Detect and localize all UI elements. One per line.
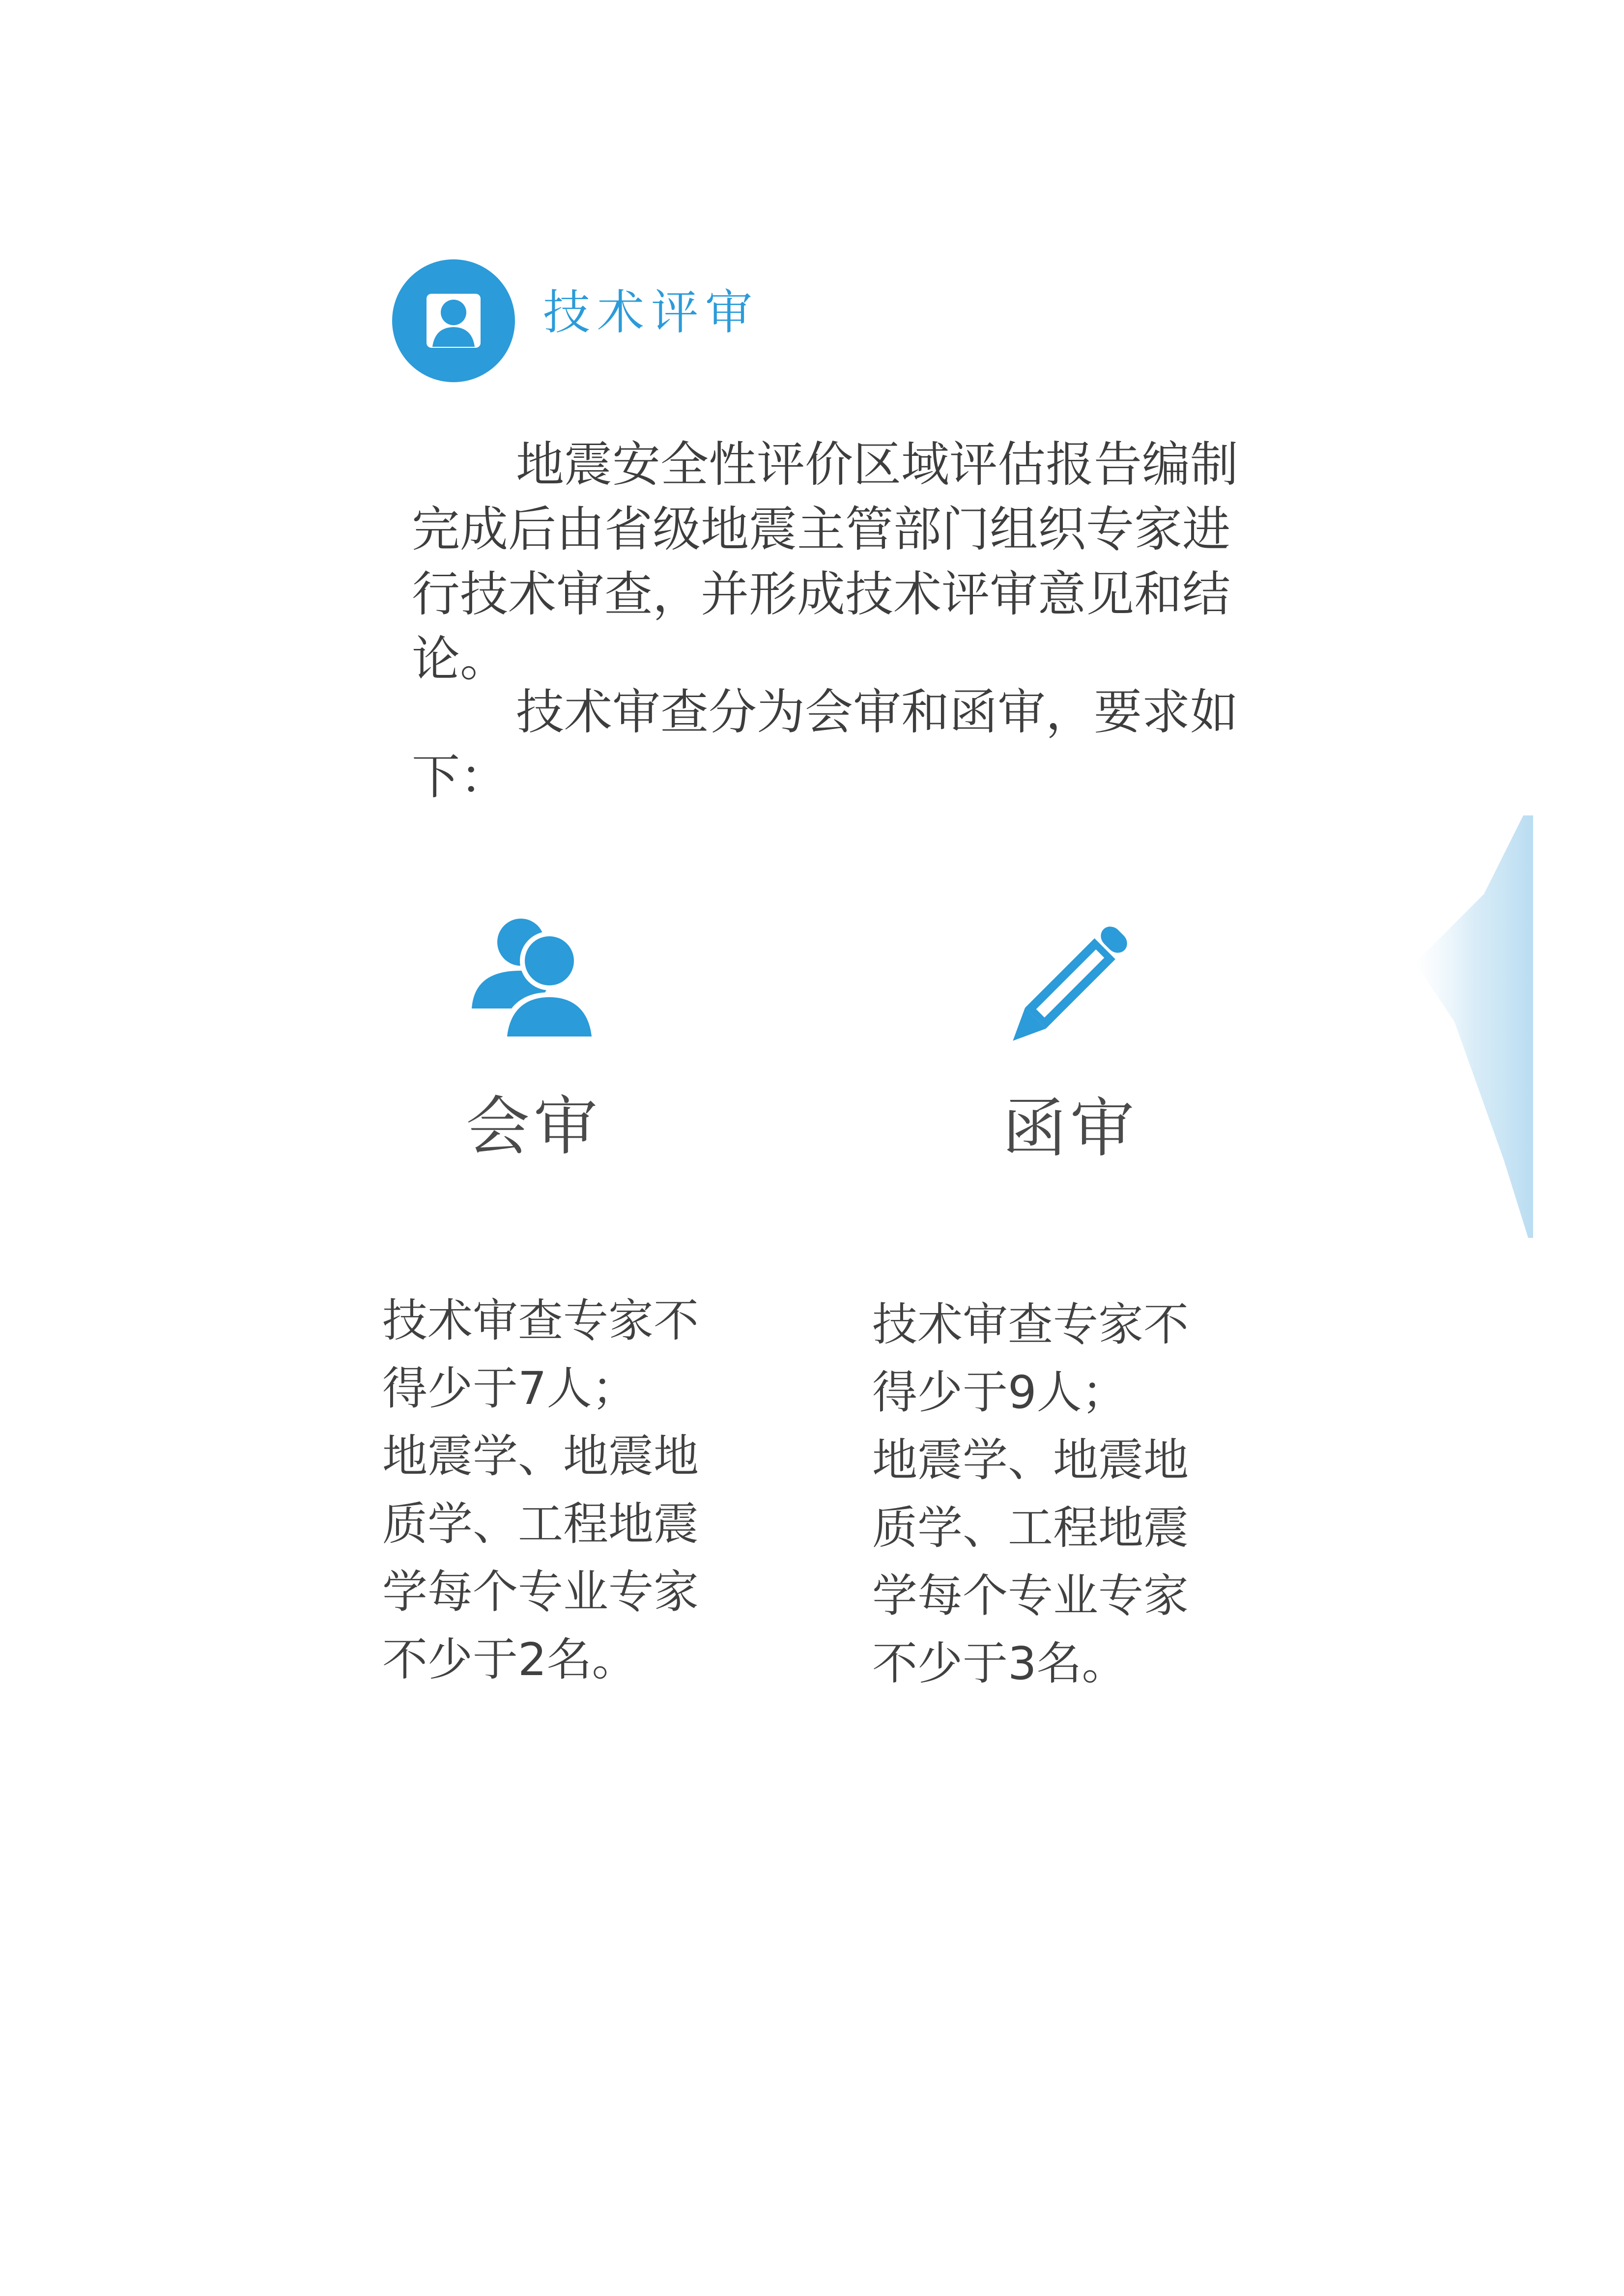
intro-paragraph-2 <box>412 680 1247 810</box>
requirement-line: 得少于9人； <box>872 1366 1127 1419</box>
requirement-line: 技术审查专家不 <box>872 1298 1189 1351</box>
requirement-line: 学每个专业专家 <box>382 1566 699 1618</box>
requirements-letter <box>872 1291 1226 1698</box>
intro-line: 下： <box>412 749 509 805</box>
intro-line: 行技术审查，并形成技术评审意见和结 <box>412 566 1231 622</box>
user-icon <box>392 259 515 382</box>
intro-paragraph-1 <box>412 432 1247 692</box>
intro-line: 论。 <box>412 631 509 687</box>
requirement-line: 学每个专业专家 <box>872 1569 1189 1622</box>
requirement-line: 不少于2名。 <box>382 1633 637 1686</box>
review-type-label-meeting: 会审 <box>466 1089 602 1164</box>
scan-smudge <box>1386 815 1533 1238</box>
requirement-line: 质学、工程地震 <box>872 1502 1189 1554</box>
group-users-icon <box>462 908 609 1045</box>
review-type-label-letter: 函审 <box>1002 1091 1139 1166</box>
requirement-line: 质学、工程地震 <box>382 1498 699 1550</box>
section-title: 技术评审 <box>543 285 759 340</box>
intro-line: 完成后由省级地震主管部门组织专家进 <box>412 502 1231 558</box>
intro-line: 技术审查分为会审和函审，要求如 <box>516 684 1239 740</box>
requirement-line: 地震学、地震地 <box>382 1430 699 1483</box>
requirements-meeting <box>382 1287 736 1694</box>
requirement-line: 技术审查专家不 <box>382 1294 699 1347</box>
pencil-icon <box>993 906 1155 1054</box>
user-icon-badge <box>392 259 515 382</box>
requirement-line: 得少于7人； <box>382 1362 637 1415</box>
requirement-line: 地震学、地震地 <box>872 1434 1189 1486</box>
requirement-line: 不少于3名。 <box>872 1637 1127 1690</box>
intro-line: 地震安全性评价区域评估报告编制 <box>516 437 1239 493</box>
